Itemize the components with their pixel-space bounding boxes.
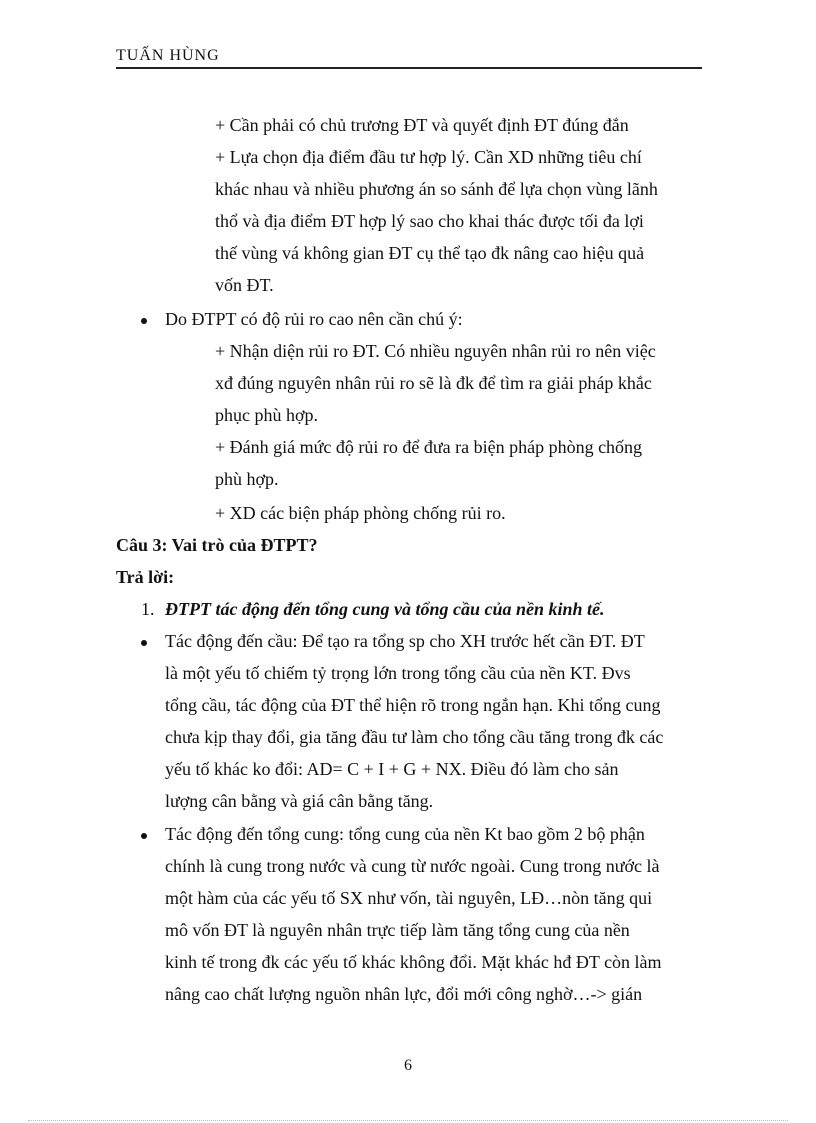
text-line: nâng cao chất lượng nguồn nhân lực, đổi mới công nghờ…-> gián — [165, 984, 643, 1004]
page-header-title: TUẤN HÙNG — [116, 47, 702, 69]
text-line: + Nhận diện rủi ro ĐT. Có nhiều nguyên nhân rủi ro nên việc — [215, 341, 656, 361]
text-line: Tác động đến tổng cung: tổng cung của nền Kt bao gồm 2 bộ phận — [165, 824, 645, 844]
text-line: một hàm của các yếu tố SX như vốn, tài nguyên, LĐ…nòn tăng qui — [165, 888, 653, 908]
text-line: khác nhau và nhiều phương án so sánh để lựa chọn vùng lãnh — [215, 179, 658, 199]
text-line: vốn ĐT. — [215, 275, 274, 295]
text-line: tổng cầu, tác động của ĐT thể hiện rõ trong ngắn hạn. Khi tổng cung — [165, 695, 661, 715]
text-line: + Lựa chọn địa điểm đầu tư hợp lý. Cần XD những tiêu chí — [215, 147, 642, 167]
text-line: Do ĐTPT có độ rủi ro cao nên cần chú ý: — [165, 309, 463, 329]
text-line: chính là cung trong nước và cung từ nước ngoài. Cung trong nước là — [165, 856, 660, 876]
text-line: mô vốn ĐT là nguyên nhân trực tiếp làm tăng tổng cung của nền — [165, 920, 630, 940]
text-line: lượng cân bằng và giá cân bằng tăng. — [165, 791, 434, 811]
text-line: + Cần phải có chủ trương ĐT và quyết định ĐT đúng đắn — [215, 115, 629, 135]
page-number: 6 — [404, 1057, 412, 1074]
text-line: yếu tố khác ko đổi: AD= C + I + G + NX. Điều đó làm cho sản — [165, 759, 619, 779]
section-heading: Câu 3: Vai trò của ĐTPT? — [116, 535, 318, 555]
text-line: xđ đúng nguyên nhân rủi ro sẽ là đk để tìm ra giải pháp khắc — [215, 373, 652, 393]
bullet-icon — [141, 833, 147, 839]
page-bottom-rule — [28, 1120, 788, 1121]
text-line: Tác động đến cầu: Để tạo ra tổng sp cho XH trước hết cần ĐT. ĐT — [165, 631, 645, 651]
text-line: + Đánh giá mức độ rủi ro để đưa ra biện pháp phòng chống — [215, 437, 643, 457]
text-line: thổ và địa điểm ĐT hợp lý sao cho khai thác được tối đa lợi — [215, 211, 644, 231]
text-line: là một yếu tố chiếm tỷ trọng lớn trong tổng cầu của nền KT. Đvs — [165, 663, 631, 683]
list-number: 1. — [141, 599, 155, 619]
bullet-icon — [141, 318, 147, 324]
text-line: chưa kịp thay đổi, gia tăng đầu tư làm cho tổng cầu tăng trong đk các — [165, 727, 664, 747]
text-line: + XD các biện pháp phòng chống rủi ro. — [215, 503, 506, 523]
text-line: phù hợp. — [215, 469, 279, 489]
answer-label: Trả lời: — [116, 567, 175, 587]
subheading: ĐTPT tác động đến tổng cung và tổng cầu của nền kinh tế. — [165, 599, 605, 619]
bullet-icon — [141, 640, 147, 646]
text-line: thế vùng vá không gian ĐT cụ thể tạo đk nâng cao hiệu quả — [215, 243, 645, 263]
text-line: phục phù hợp. — [215, 405, 319, 425]
text-line: kinh tế trong đk các yếu tố khác không đổi. Mặt khác hđ ĐT còn làm — [165, 952, 662, 972]
